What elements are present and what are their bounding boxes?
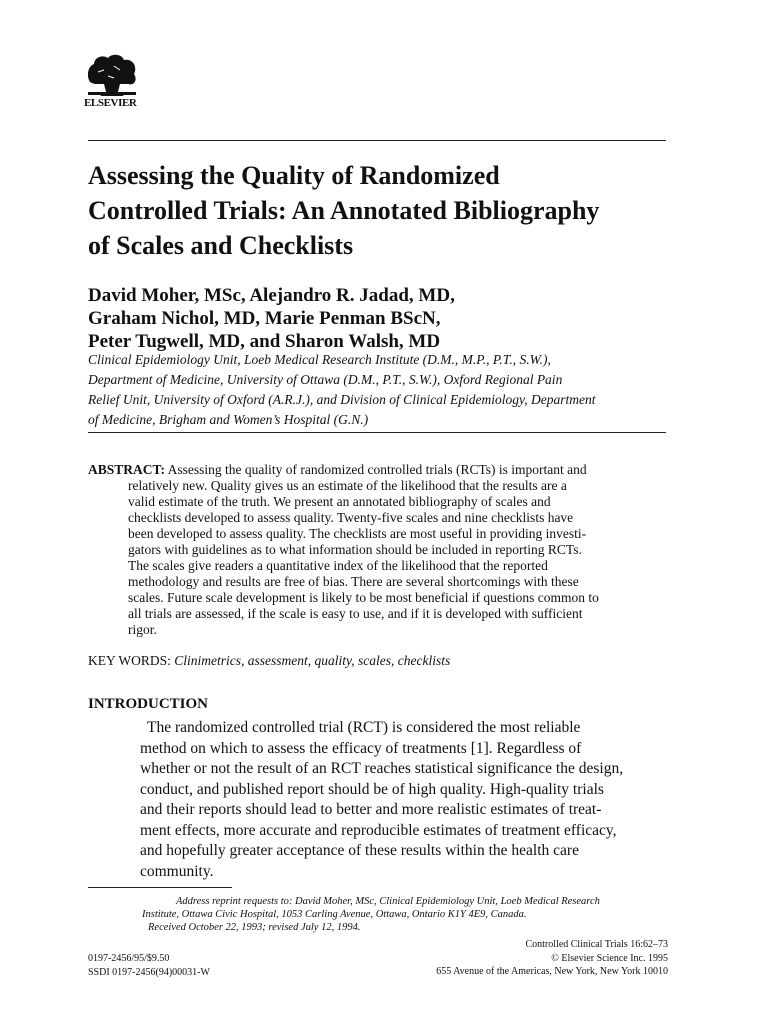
paragraph-line: community. — [140, 862, 214, 880]
paragraph-line: ment effects, more accurate and reproducible estimates of treatment efficacy, — [140, 821, 617, 839]
publication-codes — [88, 952, 210, 980]
footnote-rule — [88, 887, 232, 888]
affiliation-line: of Medicine, Brigham and Women’s Hospital (G.N.) — [88, 412, 369, 427]
abstract-line: all trials are assessed, if the scale is easy to use, and if it is developed with sufficient — [128, 606, 583, 621]
abstract-line: checklists developed to assess quality. Twenty-five scales and nine checklists have — [128, 510, 574, 525]
copyright: © Elsevier Science Inc. 1995 — [551, 952, 668, 964]
abstract-line: Assessing the quality of randomized controlled trials (RCTs) is important and — [167, 462, 587, 477]
abstract-line: gators with guidelines as to what information should be included in reporting RCTs. — [128, 542, 582, 557]
keywords-label: KEY WORDS: — [88, 653, 171, 668]
abstract-line: valid estimate of the truth. We present an annotated bibliography of scales and — [128, 494, 551, 509]
abstract-line: relatively new. Quality gives us an estimate of the likelihood that the results are a — [128, 478, 567, 493]
footnote-line: Received October 22, 1993; revised July 12, 1994. — [148, 922, 361, 933]
abstract-line: scales. Future scale development is likely to be most beneficial if questions common to — [128, 590, 599, 605]
paragraph-line: and hopefully greater acceptance of these results within the health care — [140, 842, 579, 859]
keywords — [88, 653, 668, 669]
affiliation-line: Clinical Epidemiology Unit, Loeb Medical Research Institute (D.M., M.P., P.T., S.W.), — [88, 352, 551, 367]
footnote-line: Address reprint requests to: David Moher, MSc, Clinical Epidemiology Unit, Loeb Medical Research — [176, 896, 600, 907]
section-heading: INTRODUCTION — [88, 696, 209, 712]
publisher-logo — [84, 52, 142, 109]
paragraph-line: conduct, and published report should be of high quality. High-quality trials — [140, 780, 604, 798]
publisher-address: 655 Avenue of the Americas, New York, New York 10010 — [436, 966, 668, 977]
title-line: of Scales and Checklists — [88, 231, 354, 260]
affiliations — [88, 350, 668, 430]
abstract-line: been developed to assess quality. The checklists are most useful in providing investi- — [128, 526, 587, 541]
title-line: Assessing the Quality of Randomized — [88, 161, 500, 190]
header-rule — [88, 140, 666, 141]
author-line: Peter Tugwell, MD, and Sharon Walsh, MD — [88, 331, 441, 352]
footnote — [88, 895, 688, 934]
affiliation-line: Department of Medicine, University of Ottawa (D.M., P.T., S.W.), Oxford Regional Pain — [88, 372, 563, 387]
paragraph-line: whether or not the result of an RCT reaches statistical significance the design, — [140, 760, 624, 777]
abstract — [88, 462, 668, 638]
elsevier-tree-icon — [84, 52, 140, 98]
abstract-line: methodology and results are free of bias. There are several shortcomings with these — [128, 574, 579, 589]
ssdi-code: SSDI 0197-2456(94)00031-W — [88, 967, 210, 978]
affiliation-line: Relief Unit, University of Oxford (A.R.J.), and Division of Clinical Epidemiology, Department — [88, 392, 596, 407]
publication-info — [360, 938, 668, 979]
article-title — [88, 158, 688, 263]
abstract-line: rigor. — [128, 622, 157, 637]
paragraph-line: The randomized controlled trial (RCT) is considered the most reliable — [147, 719, 581, 736]
paragraph-line: method on which to assess the efficacy of treatments [1]. Regardless of — [140, 739, 582, 757]
keywords-value: Clinimetrics, assessment, quality, scales, checklists — [174, 653, 451, 668]
abstract-label: ABSTRACT: — [88, 462, 166, 477]
author-list — [88, 284, 688, 353]
journal-citation: Controlled Clinical Trials 16:62–73 — [525, 939, 668, 950]
issn-price: 0197-2456/95/$9.50 — [88, 953, 170, 964]
title-line: Controlled Trials: An Annotated Bibliography — [88, 196, 600, 225]
introduction-paragraph — [140, 718, 668, 882]
author-line: David Moher, MSc, Alejandro R. Jadad, MD, — [88, 285, 455, 306]
affiliation-rule — [88, 432, 666, 433]
abstract-line: The scales give readers a quantitative index of the likelihood that the reported — [128, 558, 548, 573]
footnote-line: Institute, Ottawa Civic Hospital, 1053 Carling Avenue, Ottawa, Ontario K1Y 4E9, Canada. — [142, 909, 527, 920]
paragraph-line: and their reports should lead to better and more realistic estimates of treat- — [140, 801, 602, 818]
author-line: Graham Nichol, MD, Marie Penman BScN, — [88, 308, 441, 329]
logo-text: ELSEVIER — [84, 97, 137, 109]
